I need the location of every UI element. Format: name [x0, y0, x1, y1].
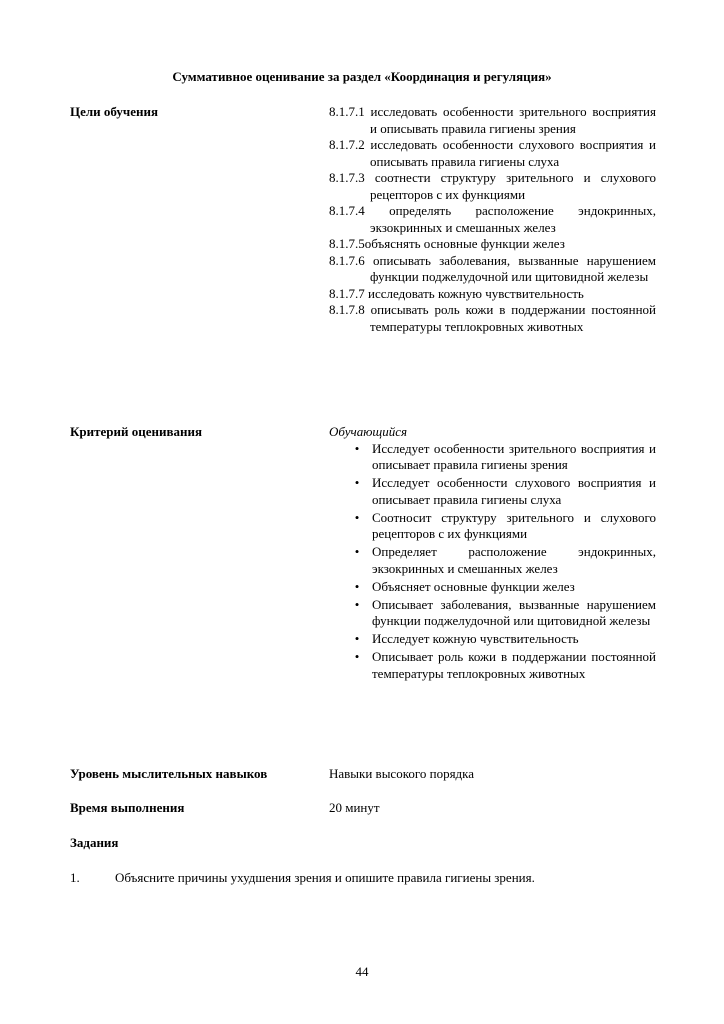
bullet-icon: •	[354, 509, 360, 525]
bullet-icon: •	[354, 596, 360, 612]
task-text: Объясните причины ухудшения зрения и опишите правила гигиены зрения.	[115, 870, 535, 885]
time-label: Время выполнения	[70, 800, 185, 815]
tasks-heading: Задания	[70, 835, 119, 850]
goal-code: 8.1.7.8	[329, 302, 365, 317]
criteria-item: • Объясняет основные функции желез	[329, 579, 656, 596]
goal-text: исследовать кожную чувствительность	[364, 285, 584, 301]
goal-code: 8.1.7.5	[329, 236, 365, 251]
goal-item	[329, 203, 656, 236]
criteria-item: • Определяет расположение эндокринных, экзокринных и смешанных желез	[329, 544, 656, 577]
goal-code: 8.1.7.4	[329, 203, 365, 218]
goal-code: 8.1.7.6	[329, 252, 365, 268]
goal-text: описывать роль кожи в поддержании постоянной температуры теплокровных животных	[364, 302, 656, 334]
task-number: 1.	[70, 870, 80, 885]
criteria-item: • Описывает роль кожи в поддержании постоянной температуры теплокровных животных	[329, 649, 656, 682]
goal-item	[329, 253, 656, 286]
criteria-lead: Обучающийся	[329, 424, 408, 439]
goals-list	[329, 104, 656, 335]
goal-item	[329, 302, 656, 335]
goal-text: соотнести структуру зрительного и слухового рецепторов с их функциями	[364, 170, 656, 202]
goal-text: исследовать особенности слухового восприятия и описывать правила гигиены слуха	[364, 137, 656, 169]
goal-code: 8.1.7.3	[329, 170, 365, 185]
goal-item	[329, 170, 656, 203]
goal-item	[329, 137, 656, 170]
goal-text: описывать заболевания, вызванные нарушением функции поджелудочной или щитовидной железы	[364, 252, 656, 284]
criteria-item: • Исследует особенности слухового восприятия и описывает правила гигиены слуха	[329, 475, 656, 508]
bullet-icon: •	[354, 440, 360, 456]
skills-label: Уровень мыслительных навыков	[70, 766, 268, 781]
page-title: Суммативное оценивание за раздел «Координация и регуляция»	[172, 69, 552, 84]
criteria-block	[329, 424, 656, 684]
goal-code: 8.1.7.7	[329, 285, 365, 301]
criteria-label: Критерий оценивания	[70, 424, 203, 439]
bullet-icon: •	[354, 631, 360, 646]
criteria-item: • Исследует особенности зрительного восприятия и описывает правила гигиены зрения	[329, 441, 656, 474]
skills-value: Навыки высокого порядка	[329, 766, 475, 781]
criteria-list	[329, 441, 656, 683]
goal-text: объяснять основные функции желез	[364, 236, 565, 251]
goal-text: определять расположение эндокринных, экзокринных и смешанных желез	[364, 203, 656, 235]
bullet-icon: •	[354, 649, 360, 664]
criteria-item: • Соотносит структуру зрительного и слухового рецепторов с их функциями	[329, 510, 656, 543]
bullet-icon: •	[354, 544, 360, 559]
goals-label: Цели обучения	[70, 104, 159, 119]
criteria-item: • Описывает заболевания, вызванные нарушением функции поджелудочной или щитовидной железы	[329, 597, 656, 630]
bullet-icon: •	[354, 475, 360, 490]
goal-item	[329, 286, 656, 303]
page-number: 44	[355, 964, 369, 979]
bullet-icon: •	[354, 578, 360, 594]
goal-item	[329, 104, 656, 137]
goal-code: 8.1.7.1	[329, 104, 365, 119]
goal-text: исследовать особенности зрительного восприятия и описывать правила гигиены зрения	[364, 104, 656, 136]
goal-code: 8.1.7.2	[329, 137, 365, 152]
goal-item	[329, 236, 656, 253]
criteria-item: • Исследует кожную чувствительность	[329, 631, 656, 648]
time-value: 20 минут	[329, 800, 380, 815]
